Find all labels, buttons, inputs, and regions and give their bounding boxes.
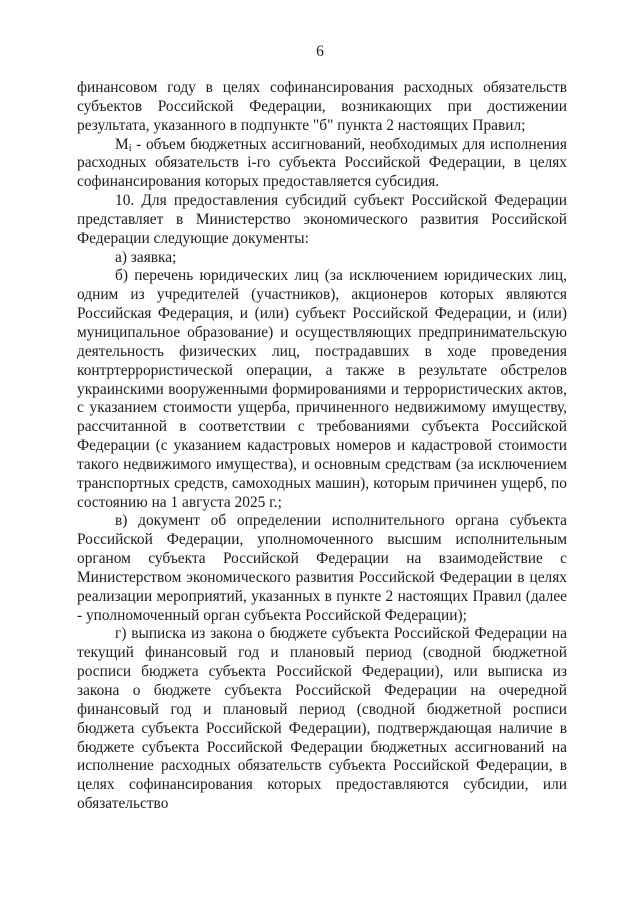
page-number: 6 [316, 43, 324, 60]
paragraph-item-10: 10. Для предоставления субсидий субъект Российской Федерации представляет в Министерство экономического развития Российской Федерации следующие документы: [77, 192, 567, 247]
paragraph-continuation: финансовом году в целях софинансирования расходных обязательств субъектов Российской Федерации, возникающих при достижении результата, указанного в подпункте "б" пункта 2 настоящих Правил; [77, 79, 567, 134]
paragraph-mi-definition [77, 136, 567, 193]
paragraph-subitem-b: б) перечень юридических лиц (за исключением юридических лиц, одним из учредителей (участников), акционеров которых являются Российская Федерация, и (или) субъект Российской Федерации, и (или) муниципальное образование) и осуществляющих предпринимательскую деятельность физических лиц, пострадавших в ходе проведения контртеррористической операции, а также в результате обстрелов украинскими вооруженными формированиями и террористических актов, с указанием стоимости ущерба, причиненного недвижимому имуществу, рассчитанной в соответствии с требованиями субъекта Российской Федерации (с указанием кадастровых номеров и кадастровой стоимости такого недвижимого имущества), и основным средствам (за исключением транспортных средств, самоходных машин), которым причинен ущерб, по состоянию на 1 августа 2025 г.; [77, 267, 567, 511]
paragraph-subitem-a: а) заявка; [115, 248, 177, 266]
body-text [77, 79, 567, 814]
paragraph-subitem-v: в) документ об определении исполнительного органа субъекта Российской Федерации, уполномоченного высшим исполнительным органом субъекта Российской Федерации на взаимодействие с Министерством экономического развития Российской Федерации в целях реализации мероприятий, указанных в пункте 2 настоящих Правил (далее - уполномоченный орган субъекта Российской Федерации); [77, 512, 567, 624]
paragraph-subitem-g: г) выписка из закона о бюджете субъекта Российской Федерации на текущий финансовый год и плановый период (сводной бюджетной росписи бюджета субъекта Российской Федерации), или выписка из закона о бюджете субъекта Российской Федерации на очередной финансовый год и плановый период (сводной бюджетной росписи бюджета субъекта Российской Федерации), подтверждающая наличие в бюджете субъекта Российской Федерации бюджетных ассигнований на исполнение расходных обязательств субъекта Российской Федерации, в целях софинансирования которых предоставляются субсидии, или обязательство [77, 625, 567, 813]
formula-subscript: i [128, 142, 132, 154]
formula-symbol: M [115, 135, 129, 153]
definition-text: - объем бюджетных ассигнований, необходимых для исполнения расходных обязательств i-го субъекта Российской Федерации, в целях софинансирования которых предоставляется субсидия. [77, 135, 567, 191]
